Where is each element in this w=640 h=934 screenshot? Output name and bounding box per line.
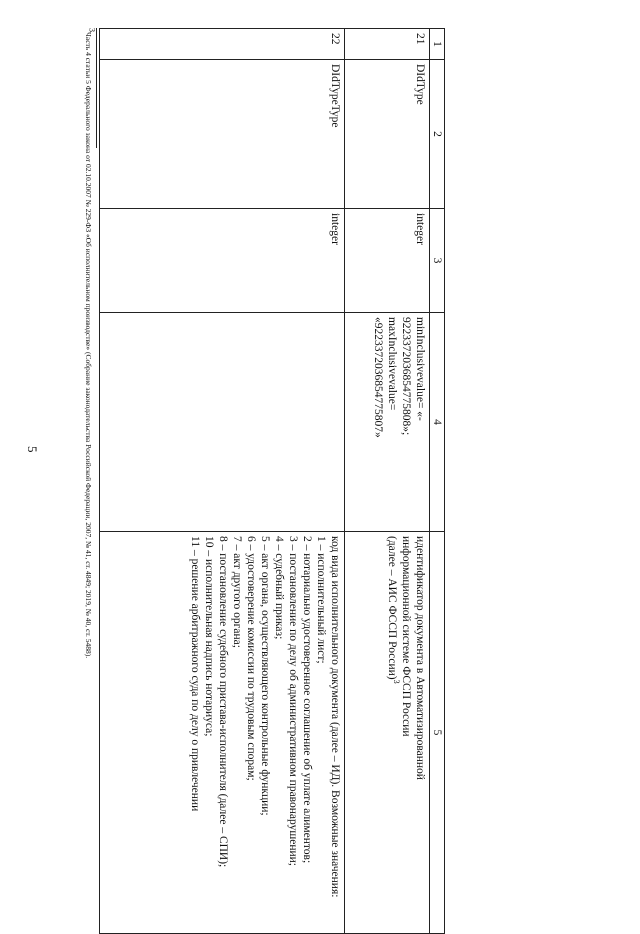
header-col-3: 3 [429, 209, 444, 313]
list-item: 4 – судебный приказ; [272, 536, 285, 640]
footnote-ref: 3 [391, 679, 401, 684]
header-col-5: 5 [429, 532, 444, 934]
header-row [429, 29, 444, 934]
element-description [99, 532, 344, 934]
header-col-1: 1 [429, 29, 444, 60]
footnote-marker: 3 [87, 28, 97, 32]
description-line [385, 536, 399, 929]
row-number: 21 [344, 29, 429, 60]
list-item: 8 – постановление судебного пристава-исполнителя (далее – СПИ); [216, 536, 229, 868]
table-row [99, 29, 344, 934]
restriction-line: 9223372036854775808»; [399, 317, 412, 436]
header-col-2: 2 [429, 60, 444, 209]
page-number: 5 [25, 446, 40, 453]
description-line: идентификатор документа в Автоматизированной [413, 536, 426, 780]
element-name: DIdTypeType [99, 60, 344, 209]
element-restriction [99, 313, 344, 532]
data-table [99, 28, 445, 934]
footnote-text: Часть 4 статьи 5 Федерального закона от 02.10.2007 № 229-ФЗ «Об исполнительном производстве» (Собрание законодательства Российской Федерации, 2007, № 41, ст. 4849; 2019, № 40, ст. 5488). [84, 32, 93, 659]
element-type: integer [344, 209, 429, 313]
restriction-line: minInclusivevalue= «- [413, 317, 426, 421]
footnote [83, 28, 97, 888]
restriction-line: maxInclusivevalue= [385, 317, 398, 411]
element-description [344, 532, 429, 934]
description-intro: код вида исполнительного документа (далее – ИД). Возможные значения: [328, 536, 341, 898]
restriction-line: «9223372036854775807» [371, 317, 384, 438]
list-item: 7 – акт другого органа; [230, 536, 243, 648]
list-item: 5 – акт органа, осуществляющего контрольные функции; [258, 536, 271, 816]
list-item: 10 – исполнительная надпись нотариуса; [202, 536, 215, 737]
element-name: DIdType [344, 60, 429, 209]
row-number: 22 [99, 29, 344, 60]
list-item: 3 – постановление по делу об административном правонарушении; [286, 536, 299, 867]
code-list [188, 536, 328, 929]
element-restriction [344, 313, 429, 532]
description-line: информационной системе ФССП России [399, 536, 412, 737]
list-item: 1 – исполнительный лист; [314, 536, 327, 664]
table-row [344, 29, 429, 934]
description-text: (далее – АИС ФССП России) [385, 536, 398, 680]
list-item: 2 – нотариально удостоверенное соглашение об уплате алиментов; [300, 536, 313, 864]
list-item: 6 – удостоверение комиссии по трудовым спорам; [244, 536, 257, 781]
list-item: 11 – решение арбитражного суда по делу о привлечении [188, 536, 201, 812]
header-col-4: 4 [429, 313, 444, 532]
footnote-divider [96, 28, 97, 148]
rotated-page-content [70, 28, 445, 898]
element-type: integer [99, 209, 344, 313]
